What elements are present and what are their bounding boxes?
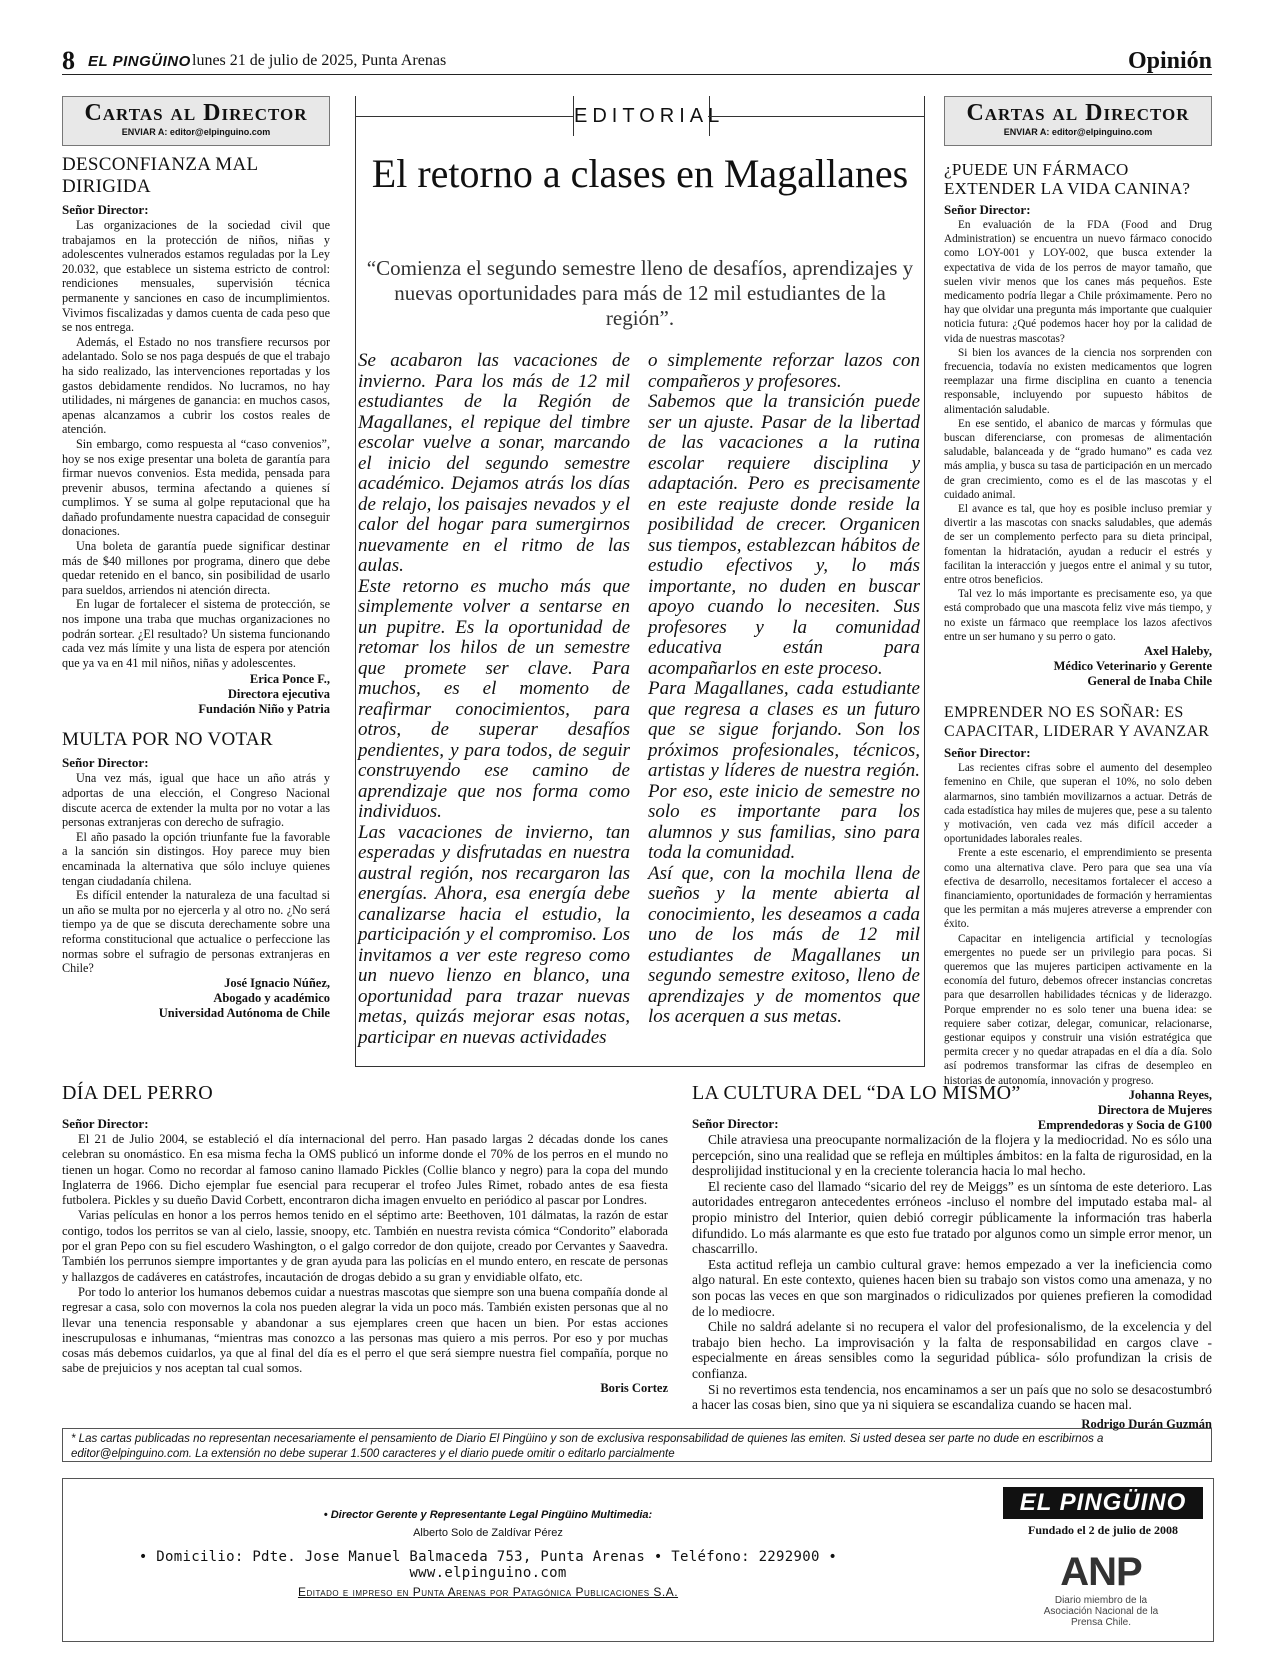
salutation: Señor Director: (62, 755, 149, 771)
editorial-box (355, 96, 925, 1067)
signature (62, 672, 330, 717)
divider (708, 116, 924, 117)
letter-body (62, 1132, 668, 1377)
salutation: Señor Director: (944, 202, 1031, 217)
paragraph: Sabemos que la transición puede ser un ajuste. Pasar de la libertad de las vacaciones a la rutina escolar requiere disciplina y adaptación. Pero es precisamente en este reajuste donde reside la posibilidad de crecer. Organicen sus tiempos, establezcan hábitos de estudio efectivos y, lo más importante, no duden en buscar apoyo cuando lo necesiten. Sus profesores y la comunidad educativa están para acompañarlos en este proceso. (648, 391, 920, 679)
founded-date: Fundado el 2 de julio de 2008 (1027, 1523, 1179, 1537)
left-letters-column (62, 96, 330, 1021)
paragraph: El reciente caso del llamado “sicario del rey de Meiggs” es un síntoma de este deterioro. Las autoridades entregaron antecedentes erróneos -incluso el nombre del imputado estaba mal- al propio ministro del Interior, quien debió corregir públicamente la información tras haberla difundido. Lo más alarmante es que esto fue tratado por algunos como un simple error menor, un chascarrillo. (692, 1178, 1212, 1257)
printed-by: Editado e impreso en Punta Arenas por Patagónica Publicaciones S.A. (297, 1585, 679, 1599)
signature-line: Universidad Autónoma de Chile (158, 1005, 330, 1020)
salutation: Señor Director: (692, 1116, 779, 1131)
signature-line: Médico Veterinario y Gerente (1053, 659, 1212, 674)
editorial-column-2 (648, 351, 920, 1028)
cartas-email: ENVIAR A: editor@elpinguino.com (1003, 127, 1153, 137)
paragraph: El 21 de Julio 2004, se estableció el día internacional del perro. Han pasado largas 2 décadas donde los canes celebran su onomástico. En esa misma fecha la OMS publicó un informe donde el 70% de los perros en el mundo no tienen un hogar. Como no recordar al famoso canino llamado Pickles (Collie blanco y negro) para la copa del mundo Inglaterra de 1966. Dicho ejemplar fue esencial para recuperar el trofeo Jules Rimet, robado antes de esa fiesta futbolera. Pickles y su dueño David Corbett, encontraron dicha imagen envuelto en periódico al pascar por Londres. (62, 1132, 668, 1208)
signature-line: General de Inaba Chile (1087, 674, 1212, 689)
director-label: • Director Gerente y Representante Legal Pingüino Multimedia: (323, 1509, 653, 1521)
letter-title: DÍA DEL PERRO (62, 1082, 213, 1104)
paragraph: En ese sentido, el abanico de marcas y fórmulas que buscan diferenciarse, con promesas de alimentación saludable, balanceada y de “grado humano” es cada vez más amplia, y busca su tasa de participación en un mercado de gran crecimiento, como es el de las mascotas y el cuidado animal. (944, 417, 1212, 501)
signature: Boris Cortez (600, 1380, 668, 1395)
signature-line: Emprendedoras y Socia de G100 (1037, 1117, 1212, 1132)
letter (62, 154, 330, 717)
signature (62, 976, 330, 1021)
letter-da-lo-mismo (692, 1082, 1212, 1432)
brand-logo: EL PINGÜINO (88, 53, 191, 70)
letter-title: DESCONFIANZA MAL DIRIGIDA (62, 154, 258, 197)
salutation: Señor Director: (944, 745, 1031, 761)
editorial-subtitle (356, 256, 924, 331)
paragraph: Una boleta de garantía puede significar destinar más de $40 millones por programa, dinero que debe quedar retenido en el banco, sin posibilidad de usarlo para sueldos, arriendos ni atención directa. (62, 539, 330, 597)
letter-body (944, 218, 1212, 644)
right-letters-column (944, 96, 1212, 1133)
paragraph: El avance es tal, que hoy es posible incluso premiar y divertir a las mascotas con snacks saludables, que además de ser un complemento perfecto para su dieta principal, fomentan la hidratación, ayudan a reducir el estrés y facilitan la interacción y juegos entre el animal y su tutor, entre otros beneficios. (944, 503, 1212, 587)
paragraph: Si bien los avances de la ciencia nos sorprenden con frecuencia, todavía no existen medicamentos que logren reemplazar una firme disciplina en cuanto a tenencia responsable, incluyendo por supuesto hábitos de alimentación saludable. (944, 346, 1212, 416)
signature-line: Johanna Reyes, (1128, 1087, 1212, 1102)
editorial-tag: EDITORIAL (573, 96, 710, 136)
signature-line: Erica Ponce F., (249, 672, 330, 687)
disclaimer: * Las cartas publicadas no representan necesariamente el pensamiento de Diario El Pingüino y son de exclusiva responsabilidad de quienes las emiten. Si usted desea ser parte no dude en escribirnos a editor@elpinguino.com. La extensión no debe superar 1.500 caracteres y el diario puede omitir o editarlo parcialmente (62, 1428, 1212, 1462)
letter-title: MULTA POR NO VOTAR (62, 729, 273, 751)
divider (356, 116, 573, 117)
anp-caption: Diario miembro de la Asociación Nacional de la Prensa Chile. (1043, 1595, 1159, 1628)
paragraph: Se acabaron las vacaciones de invierno. Para los más de 12 mil estudiantes de la Región de Magallanes, el repique del timbre escolar vuelve a sonar, marcando el inicio del segundo semestre académico. Dejamos atrás los días de relajo, los paisajes nevados y el calor del hogar para sumergirnos nuevamente en el ritmo de las aulas. (358, 350, 630, 576)
editorial-column-1 (358, 351, 630, 1048)
paragraph: Es difícil entender la naturaleza de una facultad si un año se multa por no ejercerla y al otro no. ¿No será tiempo ya de que se discuta derechamente sobre una reforma constitucional que actualice o perfeccione las normas sobre el sufragio de personas extranjeras en Chile? (62, 888, 330, 976)
brand-logo-large: EL PINGÜINO (1003, 1487, 1203, 1519)
paragraph: El año pasado la opción triunfante fue la favorable a la sanción sin distingos. Hoy parece muy bien encaminada la alternativa que sólo incluye quienes tengan ciudadanía chilena. (62, 829, 330, 888)
paragraph: En evaluación de la FDA (Food and Drug Administration) se encuentra un nuevo fármaco conocido como LOY-001 y LOY-002, que busca extender la expectativa de vida de los perros de mayor tamaño, que suelen vivir menos que los canes más pequeños. Este medicamento podría llegar a Chile próximamente. Pero no hay que olvidar una pregunta más importante que cualquier noticia futura: ¿Qué podemos hacer hoy por la calidad de vida de nuestras mascotas? (944, 219, 1212, 345)
footer-imprint (62, 1478, 1214, 1642)
letter (62, 729, 330, 1020)
paragraph: Este retorno es mucho más que simplemente volver a sentarse en un pupitre. Es la oportunidad de retomar los hilos de un semestre que promete ser clave. Para muchos, es el momento de reafirmar conocimientos, para otros, de superar desafíos pendientes, y para todos, de seguir construyendo ese camino de aprendizaje que nos forma como individuos. (358, 575, 630, 822)
paragraph: o simplemente reforzar lazos con compañeros y profesores. (648, 350, 920, 392)
letter-title: LA CULTURA DEL “DA LO MISMO” (692, 1082, 1021, 1104)
letter-title: ¿PUEDE UN FÁRMACO EXTENDER LA VIDA CANINA? (944, 160, 1191, 198)
cartas-email: ENVIAR A: editor@elpinguino.com (121, 127, 271, 137)
paragraph: Chile atraviesa una preocupante normalización de la flojera y la mediocridad. No es sólo una percepción, sino una realidad que se refleja en múltiples ámbitos: en la falta de rigurosidad, en la desprolijidad institucional y en la creciente tolerancia hacia lo mal hecho. (692, 1132, 1212, 1179)
paragraph: En lugar de fortalecer el sistema de protección, se nos impone una traba que muchas organizaciones no podrán sortear. ¿El resultado? Un sistema funcionando cada vez más límite y una lista de espera por atención que ya va en 41 mil niños, niñas y adolescentes. (62, 597, 330, 670)
address: • Domicilio: Pdte. Jose Manuel Balmaceda 753, Punta Arenas • Teléfono: 2292900 • www.elpinguino.com (138, 1549, 838, 1581)
letter-body (692, 1132, 1212, 1413)
letter-body (62, 771, 330, 975)
signature-line: José Ignacio Núñez, (224, 975, 330, 990)
paragraph: Las vacaciones de invierno, tan esperadas y disfrutadas en nuestra austral región, nos recargaron las energías. Ahora, esa energía debe canalizarse hacia el estudio, la participación y el compromiso. Los invitamos a ver este regreso como un nuevo lienzo en blanco, una oportunidad para trazar nuevas metas, quizás mejorar esas notas, participar en nuevas actividades (358, 821, 630, 1048)
paragraph: Sin embargo, como respuesta al “caso convenios”, hoy se nos exige presentar una boleta de garantía para firmar nuevos convenios. Esta medida, pensada para prevenir abusos, termina afectando a quienes sí cumplimos. Y se suma al golpe reputacional que ha dañado profundamente nuestra capacidad de conseguir donaciones. (62, 436, 330, 539)
paragraph: Por todo lo anterior los humanos debemos cuidar a nuestras mascotas que siempre son una buena compañía donde al regresar a casa, solo con movernos la cola nos pueden alegrar la vida un poco más. También existen personas que al no llevar una tenencia responsable y abandonar a sus ejemplares creen que hacen un bien. Por estas acciones inescrupulosas e inhumanas, “mientras mas conozco a las personas mas quiero a mis perros. Por eso y por muchas cosas más debemos cuidarlos, ya que al final del día es el perro el que será siempre nuestra fiel compañía, porque no sabe de prejuicios y nos aceptan tal cual somos. (62, 1284, 668, 1376)
paragraph: Las organizaciones de la sociedad civil que trabajamos en la protección de niños, niñas y adolescentes vulnerados estamos reguladas por la Ley 20.032, que establece un sistema estricto de control: rendiciones mensuales, supervisión técnica permanente y sanciones en caso de incumplimientos. Vivimos fiscalizadas y damos cuenta de cada peso que se nos entrega. (62, 218, 330, 335)
dateline: lunes 21 de julio de 2025, Punta Arenas (192, 52, 447, 69)
signature-line: Fundación Niño y Patria (198, 702, 330, 717)
editorial-title: El retorno a clases en Magallanes (371, 151, 909, 196)
letter (944, 160, 1212, 689)
paragraph: Además, el Estado no nos transfiere recursos por adelantado. Solo se nos paga después de que el trabajo ha sido realizado, las intervenciones reportadas y los gastos debidamente rendidos. No lucramos, no hay utilidades, ni márgenes de ganancia: en muchos casos, apenas alcanzamos a cubrir los costos reales de atención. (62, 334, 330, 437)
paragraph: Una vez más, igual que hace un año atrás y adportas de una elección, el Congreso Nacional discute acerca de extender la multa por no votar a las personas extranjeras con derecho de sufragio. (62, 771, 330, 830)
paragraph: Si no revertimos esta tendencia, nos encaminamos a ser un país que no solo se desacostumbró a hacer las cosas bien, sino que ya ni siquiera se escandaliza cuando se hacen mal. (692, 1381, 1212, 1413)
cartas-title: Cartas al Director (84, 100, 308, 126)
salutation: Señor Director: (62, 202, 149, 217)
letter (944, 703, 1212, 1133)
salutation: Señor Director: (62, 1116, 149, 1131)
anp-logo (1031, 1551, 1171, 1631)
paragraph: Para Magallanes, cada estudiante que regresa a clases es un futuro que se sigue forjando. Son los próximos profesionales, técnicos, artistas y líderes de nuestra región. Por eso, este inicio de semestre no solo es importante para los alumnos y sus familias, sino para toda la comunidad. (648, 678, 920, 863)
cartas-header-right (944, 96, 1212, 146)
paragraph: Así que, con la mochila llena de sueños y la mente abierta al conocimiento, les deseamos a cada uno de los más de 12 mil estudiantes de Magallanes un segundo semestre exitoso, lleno de aprendizajes y de momentos que los acerquen a sus metas. (648, 862, 920, 1027)
signature-line: Directora ejecutiva (227, 687, 330, 702)
signature-line: Axel Haleby, (1143, 644, 1212, 659)
anp-logo-text: ANP (1060, 1550, 1142, 1594)
paragraph: Las recientes cifras sobre el aumento del desempleo femenino en Chile, que superan el 10%, no solo deben alarmarnos, sino también movilizarnos a actuar. Detrás de cada estadística hay miles de mujeres que, pese a su talento y motivación, ven cada vez más difícil acceder a oportunidades laborales reales. (944, 762, 1212, 846)
paragraph: Varias películas en honor a los perros hemos tenido en el séptimo arte: Beethoven, 101 dálmatas, la razón de estar contigo, todos los perritos se van al cielo, lassie, snoopy, etc. También en nuestra revista cómica “Condorito” elaborada por el gran Pepo con su fiel escudero Washington, o el galgo corredor de don quijote, creado por Cervantes y Saavedra. También los perrunos siempre importantes y de gran ayuda para las policías en el mundo entero, en rescate de personas y hallazgos de cadáveres en catástrofes, incautación de drogas debido a su gran y envidiable olfato, etc. (62, 1208, 668, 1284)
signature-line: Directora de Mujeres (1097, 1102, 1212, 1117)
imprint-text (63, 1509, 913, 1599)
paragraph: Esta actitud refleja un cambio cultural grave: hemos empezado a ver la ineficiencia como algo natural. En este contexto, quienes hacen bien su trabajo son vistos como una amenaza, y no son pocas las veces en que son marginados o ridiculizados por quienes prefieren la comodidad de lo mediocre. (692, 1256, 1212, 1319)
cartas-title: Cartas al Director (966, 100, 1190, 126)
paragraph: Chile no saldrá adelante si no recupera el valor del profesionalismo, de la excelencia y del trabajo bien hecho. La improvisación y la falta de responsabilidad en cargos clave -especialmente en áreas sensibles como la seguridad pública- sólo profundizan la crisis de confianza. (692, 1319, 1212, 1381)
paragraph: Tal vez lo más importante es precisamente eso, ya que está comprobado que una mascota feliz vive más tiempo, y no existe un fármaco que reemplace los lazos afectivos entre un ser humano y su perro o gato. (944, 588, 1212, 643)
director-name: Alberto Solo de Zaldívar Pérez (413, 1527, 563, 1539)
cartas-header-left (62, 96, 330, 146)
letter-dia-del-perro (62, 1082, 668, 1396)
paragraph: Frente a este escenario, el emprendimiento se presenta como una alternativa clave. Pero para que sea una vía efectiva de desarrollo, necesitamos fortalecer el acceso a financiamiento, oportunidades de formación y herramientas que les permitan a más mujeres atreverse a emprender con éxito. (944, 847, 1212, 931)
signature: Rodrigo Durán Guzmán (1081, 1416, 1212, 1431)
letter-title: EMPRENDER NO ES SOÑAR: ES CAPACITAR, LIDERAR Y AVANZAR (944, 704, 1210, 741)
letter-body (62, 218, 330, 670)
letter-body (944, 761, 1212, 1088)
page-number: 8 (62, 46, 75, 75)
editorial-subtitle-text: “Comienza el segundo semestre lleno de desafíos, aprendizajes y nuevas oportunidades para más de 12 mil estudiantes de la región”. (366, 256, 914, 330)
signature-line: Abogado y académico (213, 990, 330, 1005)
paragraph: Capacitar en inteligencia artificial y tecnologías emergentes no puede ser un privilegio para pocas. Si queremos que las mujeres participen activamente en la economía del futuro, debemos ofrecer instancias concretas para que desarrollen habilidades técnicas y de liderazgo. Porque emprender no es solo tener una buena idea: se requiere saber cotizar, delegar, comunicar, relacionarse, gestionar equipos y construir una visión estratégica que permita crecer y no quedar atrapadas en el día a día. Solo así podremos transformar las cifras de desempleo en historias de autonomía, innovación y progreso. (944, 932, 1212, 1087)
section-title: Opinión (1127, 48, 1212, 74)
signature (944, 644, 1212, 689)
page-header (62, 48, 1212, 75)
